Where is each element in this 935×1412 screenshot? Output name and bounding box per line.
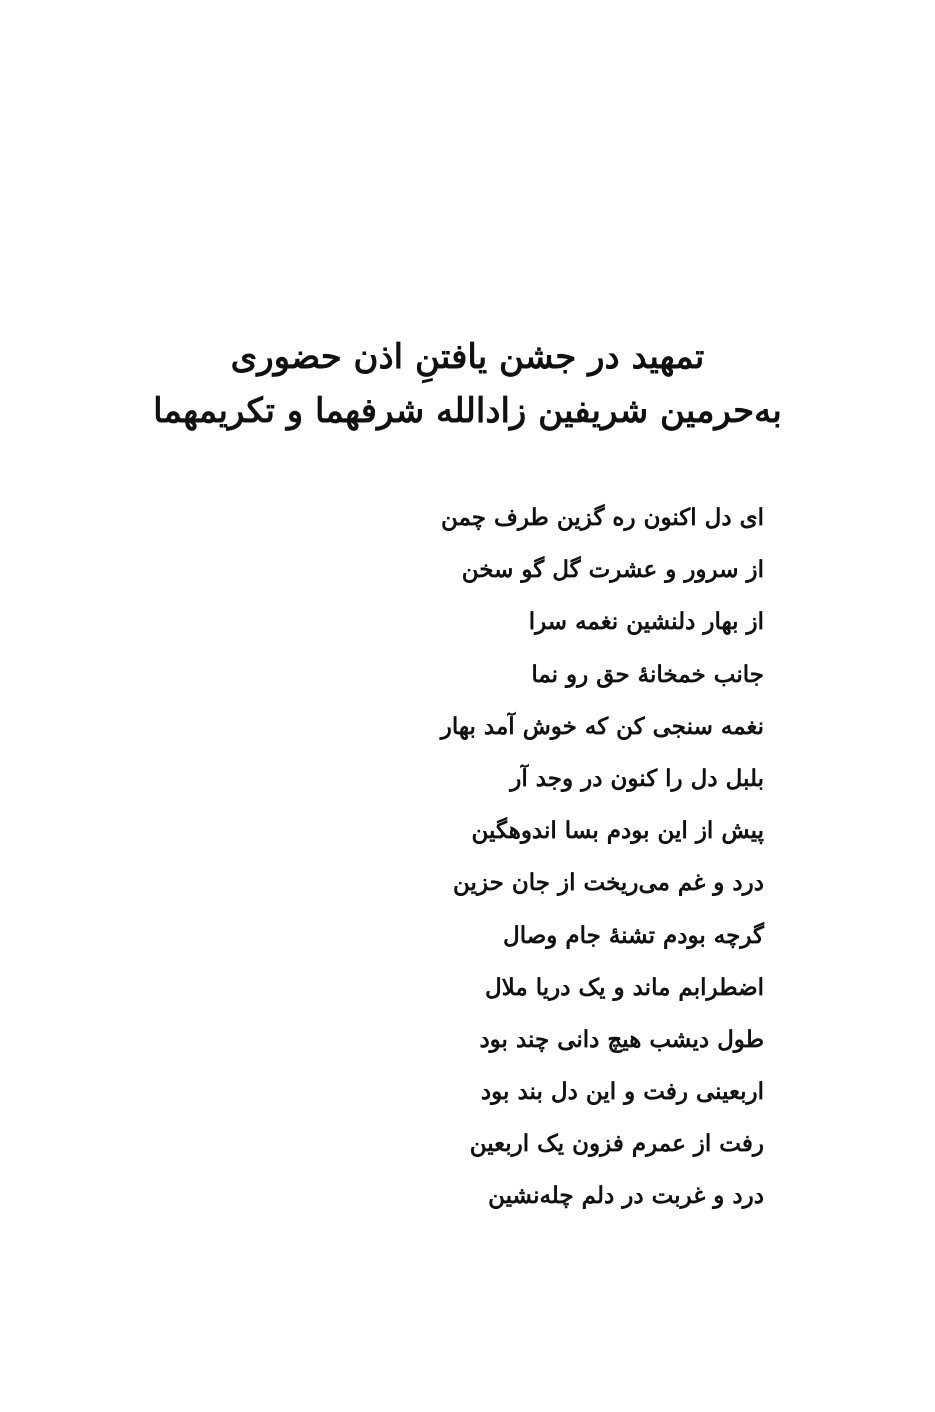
verse-line: اضطرابم ماند و یک دریا ملال [484, 973, 764, 1001]
poem-title [0, 330, 935, 438]
verse-line: جانب خمخانهٔ حق رو نما [531, 660, 764, 688]
verse-line: گرچه بودم تشنهٔ جام وصال [503, 921, 764, 949]
verse-line: بلبل دل را کنون در وجد آر [510, 764, 764, 792]
verse-line: درد و غربت در دلم چله‌نشین [488, 1182, 764, 1210]
verse-line: درد و غم می‌ریخت از جان حزین [453, 869, 764, 897]
verse-line: رفت از عمرم فزون یک اربعین [469, 1130, 764, 1158]
verse-line: پیش از این بودم بسا اندوهگین [471, 817, 764, 845]
verse-line: از سرور و عشرت گل گو سخن [461, 556, 764, 584]
verse-line: نغمه سنجی کن که خوش آمد بهار [440, 712, 764, 740]
verse-line: از بهار دلنشین نغمه سرا [528, 608, 764, 636]
verse-line: طول دیشب هیچ دانی چند بود [479, 1025, 764, 1053]
title-line-1: تمهید در جشن یافتنِ اذن حضوری [230, 337, 705, 377]
title-line-2: به‌حرمین شریفین زادالله شرفهما و تکریمهما [153, 391, 782, 431]
verse-line: ای دل اکنون ره گزین طرف چمن [440, 504, 764, 531]
poem-body [264, 492, 764, 1223]
verse-line: اربعینی رفت و این دل بند بود [480, 1078, 764, 1106]
